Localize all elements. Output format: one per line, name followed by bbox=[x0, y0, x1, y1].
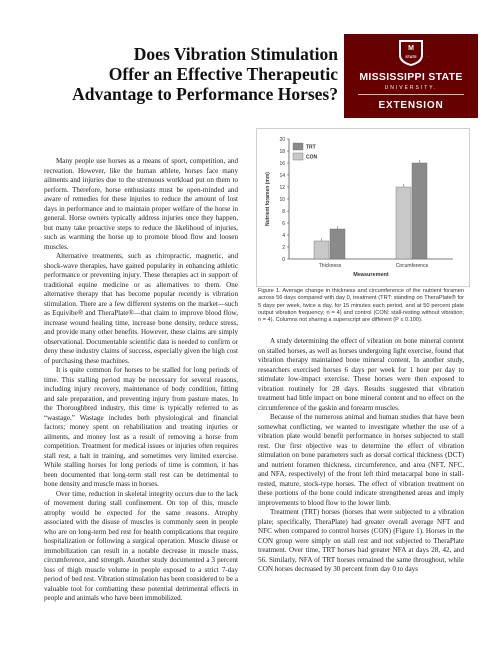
bar-con-thickness bbox=[314, 241, 329, 259]
title-line-2: Offer an Effective Therapeutic bbox=[108, 64, 338, 84]
paragraph: Over time, reduction in skeletal integrity occurs due to the lack of movement during stall confinement. On top of this, muscle atrophy would be expected for the same reasons. Atrophy associated with the disuse of muscles is commonly seen in people who are on long-term bed rest for health complications that require hospitalization or following a surgical operation. Muscle disuse or immobilization can result in a notable decrease in muscle mass, circumference, and strength. Another study documented a 3 percent loss of thigh muscle volume in people exposed to a strict 7-day period of bed rest. Vibration stimulation has been considered to be a valuable tool for combatting these potential detrimental effects in people and animals who have been immobilized. bbox=[44, 489, 238, 602]
y-axis-title: Nutrient foramen (mm) bbox=[265, 172, 271, 226]
paragraph: Alternative treatments, such as chiropractic, magnetic, and shock-wave therapies, have gained popularity in enhancing athletic performance or preventing injury. These therapies act in support of traditional equine medicine or as alternatives to them. One alternative therapy that has become popular recently is vibration stimulation. There are a few different systems on the market—such as Equivibe® and TheraPlate®—that claim to improve blood flow, increase wound healing time, increase bone density, reduce stress, and provide many other benefits. However, these claims are simply observational. Documentable scientific data is needed to confirm or deny these industry claims of success, especially given the high cost of purchasing these machines. bbox=[44, 252, 238, 365]
paragraph: Because of the numerous animal and human studies that have been somewhat conflicting, we wanted to investigate whether the use of a vibration plate would benefit performance in horses subjected to stall rest. Our first objective was to determine the effect of vibration stimulation on bone parameters such as dorsal cortical thickness (DCT) and nutrient foramen thickness, circumference, and area (NFT, NFC, and NFA, respectively) of the front left third metacarpal bone in stall-rested, mature, stock-type horses. The effect of vibration treatment on these portions of the bone could indicate strengthened areas and imply improvements to blood flow to the lower limb. bbox=[258, 413, 464, 507]
extension-label: EXTENSION bbox=[378, 100, 444, 111]
paragraph: It is quite common for horses to be stalled for long periods of time. This stalling period may be necessary for several reasons, including injury recovery, maintenance of body condition, fitting and sale preparation, and preventing injury from pasture mates. In the Thoroughbred industry, this time is typically referred to as “wastage.” Wastage includes both physiological and financial factors; money spent on rehabilitation and treating injuries or ailments, and money lost as a result of removing a horse from competition. Treatment for medical issues or injuries often requires stall rest, a halt in training, and sometimes very limited exercise. While stalling horses for long periods of time is common, it has been documented that long-term stall rest can be detrimental to bone density and muscle mass in horses. bbox=[44, 366, 238, 488]
paragraph: Many people use horses as a means of sport, competition, and recreation. However, like the human athlete, horses face many ailments and injuries due to the strenuous workload put on them to perform. Therefore, horse enthusiasts must be open-minded and aware of remedies for these injuries to reduce the amount of lost days in performance and to maintain proper welfare of the horse in general. Horse owners typically address injuries once they happen, but many take proactive steps to reduce the likelihood of injuries, such as warming the horse up to promote blood flow and loosen muscles. bbox=[44, 157, 238, 251]
legend-label-con: CON bbox=[306, 154, 318, 161]
y-tick-label: 18 bbox=[279, 148, 285, 155]
article-title bbox=[20, 44, 338, 104]
y-tick-label: 8 bbox=[282, 208, 285, 215]
y-tick-label: 12 bbox=[279, 184, 285, 191]
x-tick-label: Thickness bbox=[318, 263, 342, 269]
paragraph: A study determining the effect of vibration on bone mineral content on stalled horses, as well as horses undergoing light exercise, found that vibration therapy maintained bone mineral content. In another study, researchers exercised horses 6 days per week for 1 hour per day to stimulate low-impact exercise. These horses were then exposed to vibration routinely for 28 days. Results suggested that vibration treatment had little impact on bone mineral content and no effect on the circumference of the gaskin and forearm muscles. bbox=[258, 337, 464, 412]
y-tick-label: 14 bbox=[279, 172, 285, 179]
title-line-1: Does Vibration Stimulation bbox=[133, 44, 338, 64]
bar-trt-thickness bbox=[330, 229, 345, 259]
x-axis-title: Measurement bbox=[353, 272, 389, 278]
y-tick-label: 0 bbox=[282, 256, 285, 263]
y-tick-label: 20 bbox=[279, 136, 285, 143]
title-line-3: Advantage to Performance Horses? bbox=[72, 84, 338, 104]
legend-swatch-trt bbox=[293, 143, 303, 150]
figure-1-chart bbox=[256, 128, 470, 287]
logo-divider bbox=[358, 94, 464, 95]
legend-label-trt: TRT bbox=[306, 144, 316, 151]
paragraph: Treatment (TRT) horses (horses that were subjected to a vibration plate; specifically, TheraPlate) had greater overall average NFT and NFC when compared to control horses (CON) (Figure 1). Horses in the CON group were simply on stall rest and not subjected to TheraPlate treatment. Over time, TRT horses had greater NFA at days 28, 42, and 56. Similarly, NFA of TRT horses remained the same throughout, while CON horses decreased by 30 percent from day 0 to days bbox=[258, 508, 464, 573]
msu-seal-icon bbox=[398, 39, 424, 67]
y-tick-label: 10 bbox=[279, 196, 285, 203]
body-column-right bbox=[258, 337, 464, 637]
svg-text:M: M bbox=[408, 45, 414, 52]
y-tick-label: 4 bbox=[282, 232, 285, 239]
bar-con-circumference bbox=[396, 187, 411, 259]
body-column-left bbox=[44, 157, 238, 625]
figure-caption: Figure 1. Average change in thickness and circumference of the nutrient foramen across 56 days compared with day 0, treatment (TRT: standing on TheraPlate® for 5 days per week, twice a day, for 15 minutes each period, and at 50 percent plate output vibration frequency; n = 4) and control (CON: stall-resting without vibration; n = 4). Columns not sharing a superscript are different (P ≤ 0.100). bbox=[258, 288, 464, 324]
bar-chart bbox=[257, 129, 469, 286]
bar-trt-circumference bbox=[412, 163, 427, 259]
legend-swatch-con bbox=[293, 153, 303, 160]
y-tick-label: 2 bbox=[282, 244, 285, 251]
svg-text:STATE: STATE bbox=[405, 55, 417, 59]
y-tick-label: 16 bbox=[279, 160, 285, 167]
y-tick-label: 6 bbox=[282, 220, 285, 227]
university-name: MISSISSIPPI STATE bbox=[359, 71, 463, 83]
x-tick-label: Circumference bbox=[395, 263, 429, 269]
university-subtitle: UNIVERSITY. bbox=[384, 85, 438, 91]
msu-extension-logo bbox=[344, 34, 478, 118]
